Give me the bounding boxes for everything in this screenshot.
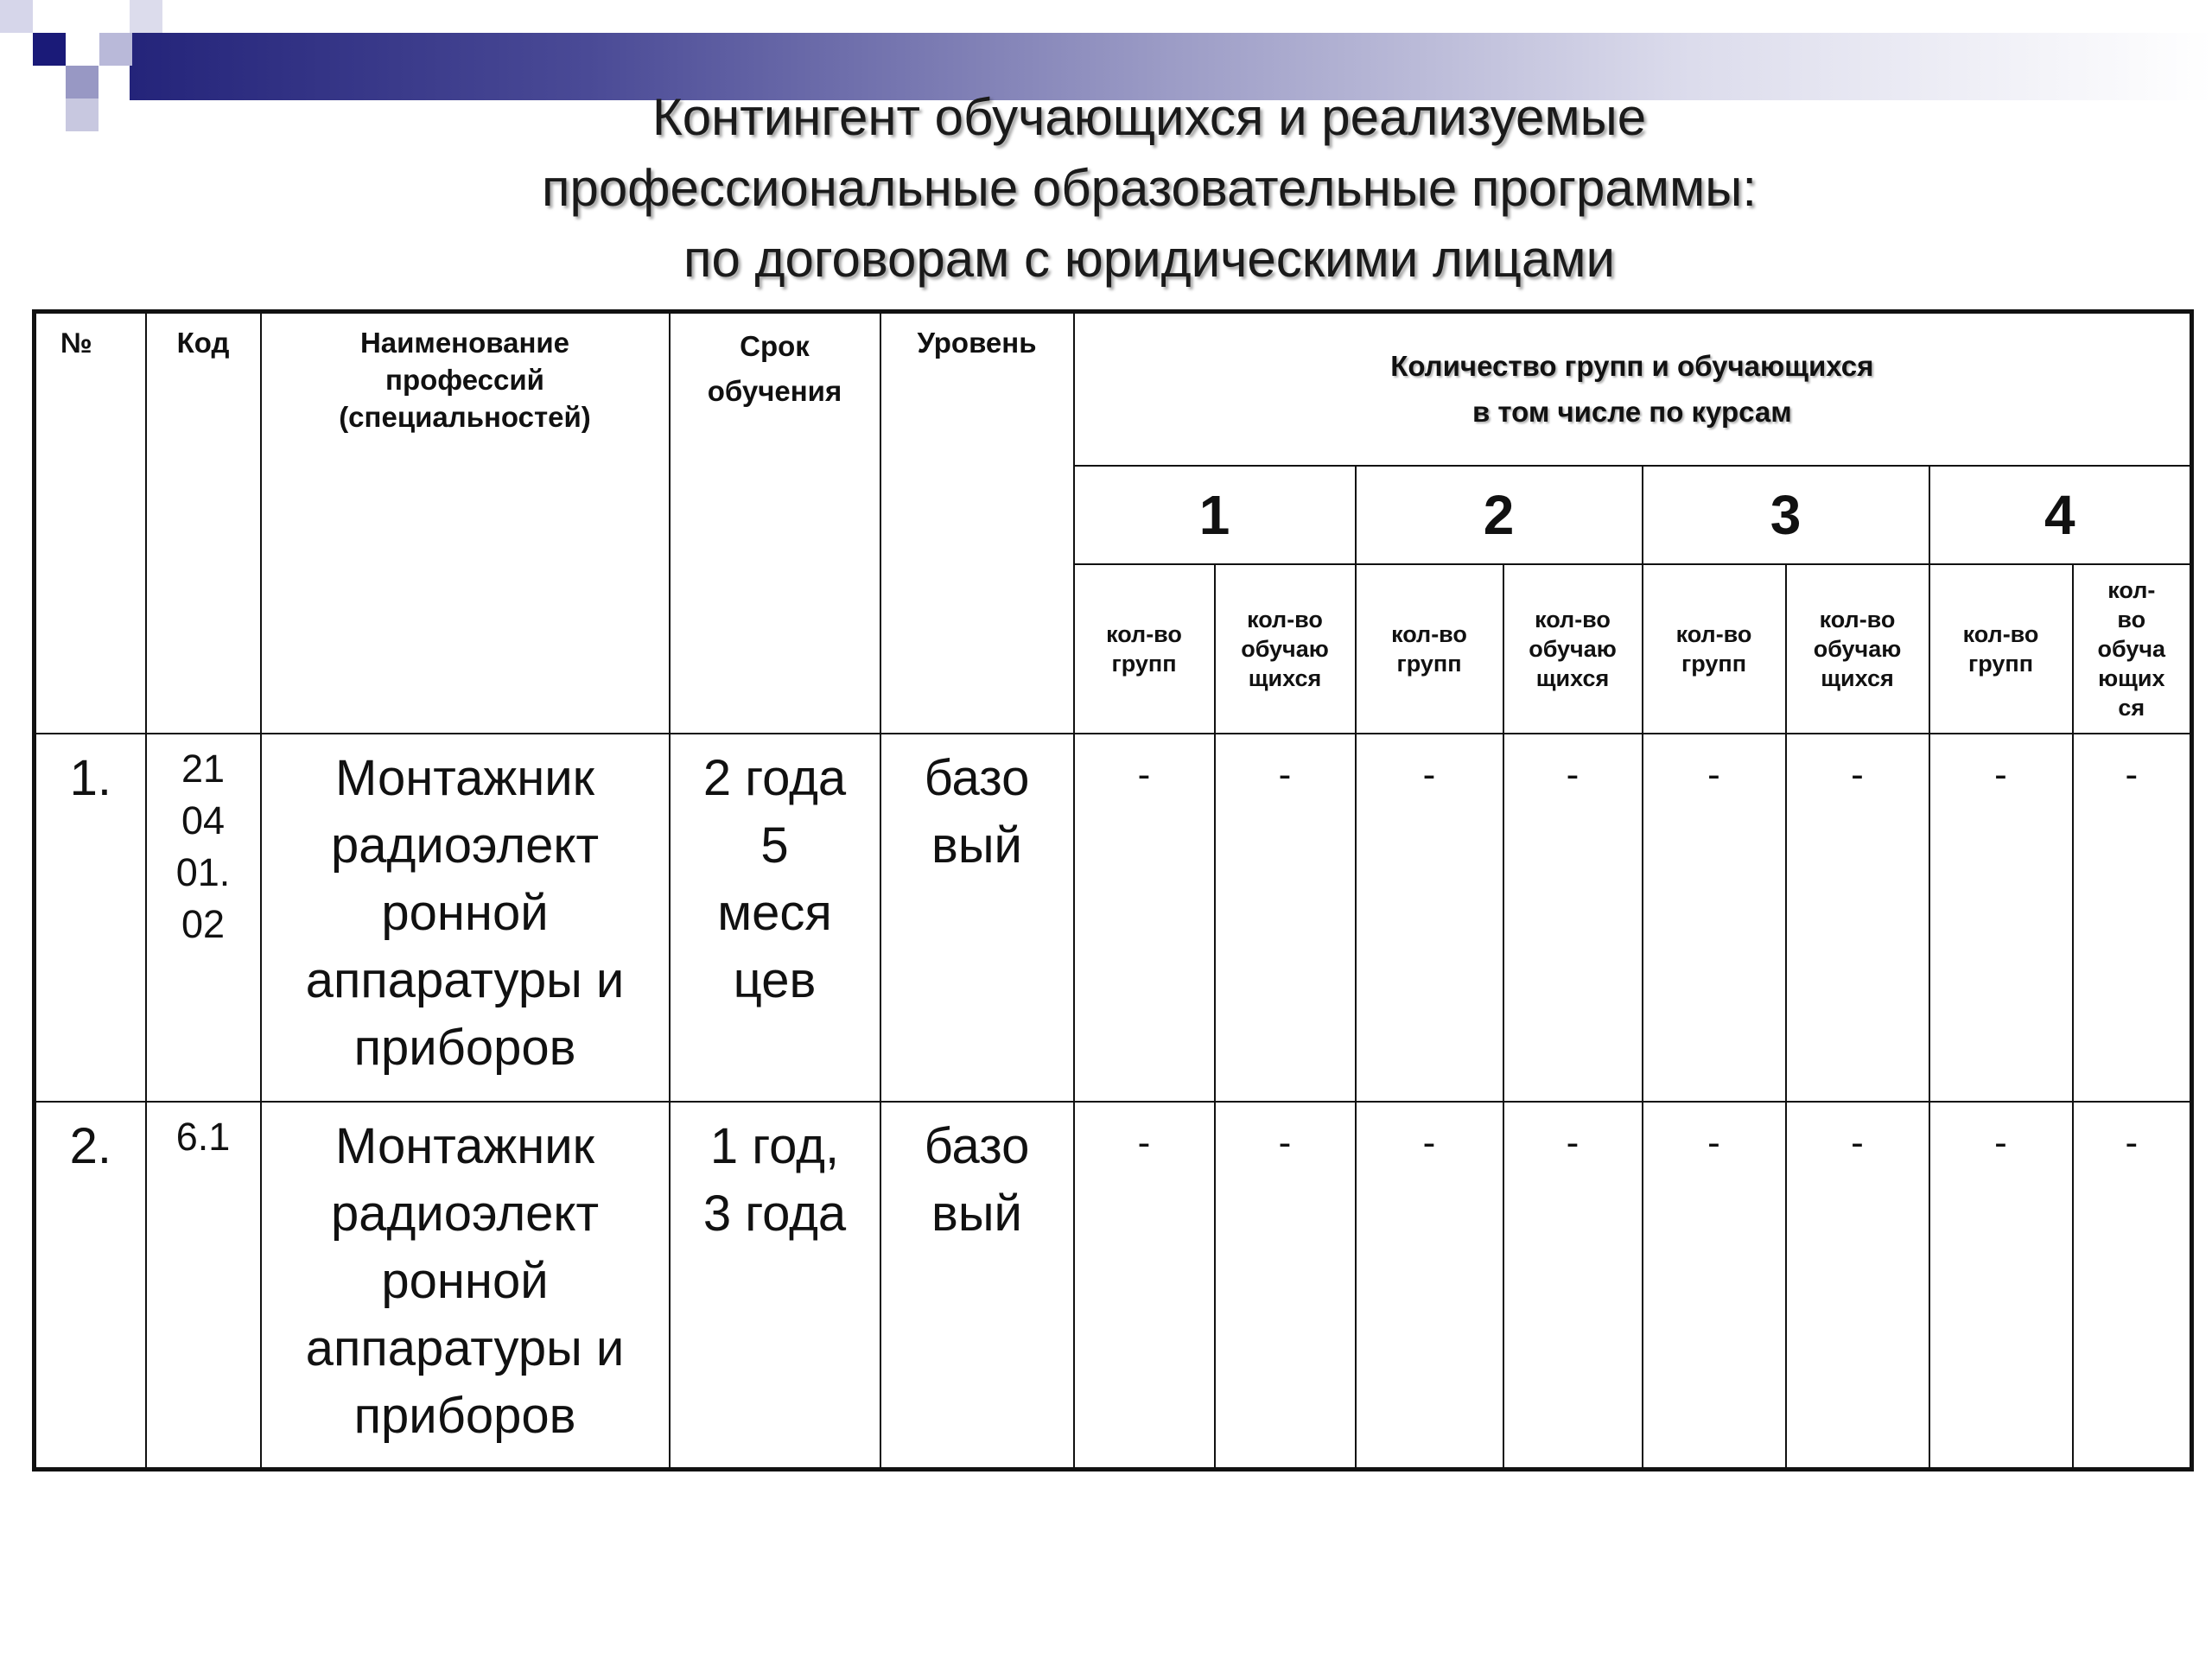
header-level: Уровень xyxy=(880,312,1074,734)
row-value: - xyxy=(1929,734,2073,1102)
row-code: 21 04 01. 02 xyxy=(146,734,261,1102)
row-code: 6.1 xyxy=(146,1102,261,1470)
row-value: - xyxy=(1074,1102,1215,1470)
decorative-square xyxy=(33,33,66,66)
row-term: 2 года 5 меся цев xyxy=(670,734,880,1102)
row-num: 2. xyxy=(35,1102,146,1470)
row-num: 1. xyxy=(35,734,146,1102)
course-4: 4 xyxy=(1929,466,2192,564)
row-value: - xyxy=(1786,734,1929,1102)
row-value: - xyxy=(1356,1102,1503,1470)
row-value: - xyxy=(1215,734,1356,1102)
row-value: - xyxy=(1643,1102,1786,1470)
slide-title xyxy=(328,82,1970,295)
header-groups: Количество групп и обучающихся в том числе по курсам xyxy=(1074,312,2192,466)
header-num: № xyxy=(35,312,146,734)
row-level: базо вый xyxy=(880,1102,1074,1470)
subheader-cell: кол-во обучаю щихся xyxy=(1786,564,1929,734)
header-name: Наименование профессий (специальностей) xyxy=(261,312,670,734)
table-row xyxy=(35,1102,2192,1470)
row-value: - xyxy=(2073,734,2192,1102)
decorative-square xyxy=(0,0,33,33)
row-name: Монтажник радиоэлект ронной аппаратуры и приборов xyxy=(261,1102,670,1470)
header-code: Код xyxy=(146,312,261,734)
row-value: - xyxy=(1356,734,1503,1102)
decorative-square xyxy=(99,33,132,66)
decorative-square xyxy=(66,66,99,99)
decorative-square xyxy=(66,99,99,131)
header-row xyxy=(35,312,2192,466)
row-name: Монтажник радиоэлект ронной аппаратуры и приборов xyxy=(261,734,670,1102)
subheader-cell: кол- во обуча ющих ся xyxy=(2073,564,2192,734)
subheader-cell: кол-во групп xyxy=(1356,564,1503,734)
row-term: 1 год, 3 года xyxy=(670,1102,880,1470)
title-line: по договорам с юридическими лицами xyxy=(683,230,1615,288)
course-3: 3 xyxy=(1643,466,1929,564)
course-1: 1 xyxy=(1074,466,1356,564)
row-value: - xyxy=(2073,1102,2192,1470)
row-value: - xyxy=(1643,734,1786,1102)
table-row xyxy=(35,734,2192,1102)
row-level: базо вый xyxy=(880,734,1074,1102)
row-value: - xyxy=(1503,734,1643,1102)
subheader-cell: кол-во обучаю щихся xyxy=(1503,564,1643,734)
subheader-cell: кол-во групп xyxy=(1929,564,2073,734)
row-value: - xyxy=(1215,1102,1356,1470)
header-term: Срок обучения xyxy=(670,312,880,734)
subheader-cell: кол-во обучаю щихся xyxy=(1215,564,1356,734)
row-value: - xyxy=(1929,1102,2073,1470)
row-value: - xyxy=(1503,1102,1643,1470)
row-value: - xyxy=(1074,734,1215,1102)
title-line: профессиональные образовательные программы: xyxy=(541,159,1758,217)
subheader-cell: кол-во групп xyxy=(1074,564,1215,734)
row-value: - xyxy=(1786,1102,1929,1470)
subheader-cell: кол-во групп xyxy=(1643,564,1786,734)
title-line: Контингент обучающихся и реализуемые xyxy=(652,88,1647,146)
decorative-square xyxy=(130,0,162,33)
contingent-table xyxy=(32,309,2194,1471)
course-2: 2 xyxy=(1356,466,1643,564)
